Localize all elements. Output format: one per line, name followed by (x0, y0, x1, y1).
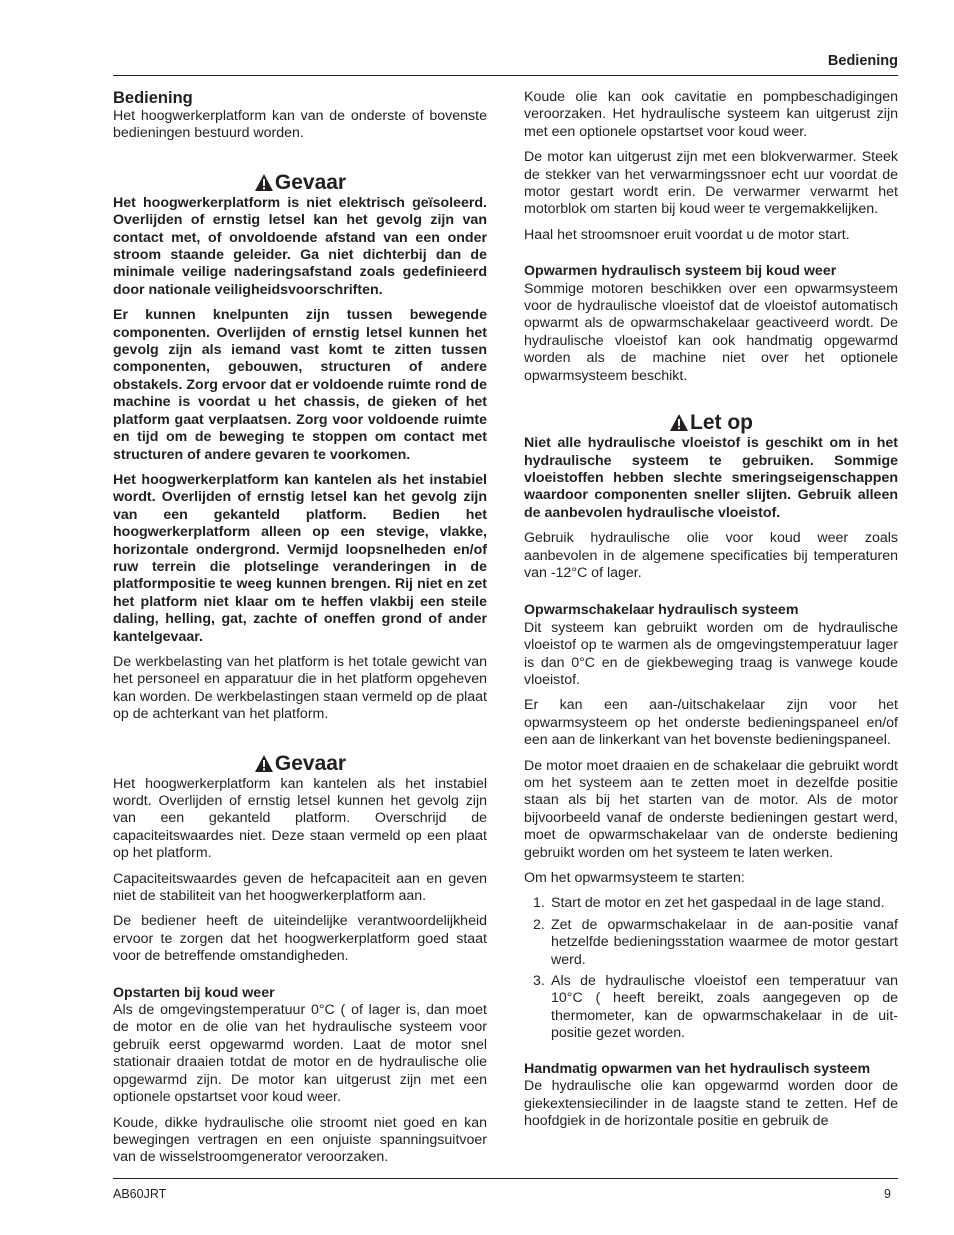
danger-heading-2 (113, 752, 487, 776)
running-header: Bediening (827, 53, 898, 69)
intro-paragraph: Het hoogwerkerplatform kan van de onderste of bovenste bedieningen bestuurd worden. (113, 108, 487, 142)
list-item: 2. Zet de opwarmschakelaar in de aan-positie vanaf hetzelfde bedieningsstation waarmee de motor gestart werd. (533, 916, 898, 968)
section-title: Bediening (113, 89, 193, 107)
footer-rule (113, 1178, 898, 1179)
hydraulic-warmup-paragraph: Sommige motoren beschikken over een opwarmsysteem voor de hydraulische vloeistof dat de vloeistof automatisch opwarmt als de opwarmschakelaar geactiveerd wordt. De hydraulische vloeistof kan ook handmatig opgewarmd worden als de machine niet over het optionele opwarmsysteem beschikt. (524, 280, 898, 384)
caution-paragraph: Niet alle hydraulische vloeistof is geschikt om in het hydraulische systeem te gebruiken. Sommige vloeistoffen hebben slechte smeringseigenschappen waardoor componenten sneller slijten. Gebruik alleen de aanbevolen hydraulische vloeistof. (524, 435, 898, 521)
warmup-switch-paragraph-1: Dit systeem kan gebruikt worden om de hydraulische vloeistof op te warmen als de omgevingstemperatuur lager is dan 0°C en de giekbeweging traag is vanwege koude vloeistof. (524, 619, 898, 688)
warning-triangle-icon (669, 413, 689, 432)
warmup-switch-heading: Opwarmschakelaar hydraulisch systeem (524, 602, 799, 619)
warning-triangle-icon (254, 754, 274, 773)
capacity-paragraph: Capaciteitswaardes geven de hefcapaciteit aan en geven niet de stabiliteit van het hoogwerkerplatform aan. (113, 870, 487, 905)
caution-title: Let op (690, 411, 753, 435)
block-heater-paragraph: De motor kan uitgerust zijn met een blokverwarmer. Steek de stekker van het verwarmingssnoer echt uur voordat de motor gestart wordt erin. De verwarmer verwarmt het motorblok om starten bij koud weer te vergemakkelijken. (524, 149, 898, 218)
cold-start-heading: Opstarten bij koud weer (113, 984, 275, 1001)
list-item: 1. Start de motor en zet het gaspedaal in de lage stand. (533, 895, 885, 912)
danger-1-paragraph-3: Het hoogwerkerplatform kan kantelen als het instabiel wordt. Overlijden of ernstig letsel kan het gevolg zijn van een gekanteld platform. Bedien het hoogwerkerplatform alleen op een stevige, vlakke, horizontale ondergrond. Vermijd loopsnelheden en/of ruw terrein die plotselinge veranderingen in de platformpositie te weeg kunnen brengen. Rij niet en zet het platform niet klaar om te heffen vlakbij een steile daling, helling, gat, zachte of oneffen grond of ander kantelgevaar. (113, 471, 487, 645)
danger-2-paragraph: Het hoogwerkerplatform kan kantelen als het instabiel wordt. Overlijden of ernstig letsel kunnen het gevolg zijn van een gekanteld platform. Overschrijd de capaciteitswaardes niet. Deze staan vermeld op een plaat op het platform. (113, 775, 487, 862)
operator-paragraph: De bediener heeft de uiteindelijke verantwoordelijkheid ervoor te zorgen dat het hoogwerkerplatform goed staat voor de betreffende omstandigheden. (113, 913, 487, 965)
danger-1-paragraph-1: Het hoogwerkerplatform is niet elektrisch geïsoleerd. Overlijden of ernstig letsel kan het gevolg zijn van contact met, of onvoldoende afstand van een onder stroom staande geleider. Ga niet dichterbij dan de minimale veilige naderingsafstand zoals gedefinieerd door nationale veiligheidsvoorschriften. (113, 194, 487, 298)
start-steps-list (524, 895, 898, 1042)
manual-warmup-heading: Handmatig opwarmen van het hydraulisch systeem (524, 1060, 871, 1077)
caution-heading (524, 411, 898, 435)
cold-start-paragraph-1: Als de omgevingstemperatuur 0°C ( of lager is, dan moet de motor en de olie van het hydraulische systeem voor gebruik eerst opgewarmd worden. Laat de motor snel stationair draaien totdat de motor en de hydraulische olie opgewarmd zijn. De motor kan uitgerust zijn met een optionele opstartset voor koud weer. (113, 1002, 487, 1106)
danger-title-1: Gevaar (274, 170, 347, 194)
danger-1-paragraph-2: Er kunnen knelpunten zijn tussen bewegende componenten. Overlijden of ernstig letsel kunnen het gevolg zijn als iemand vast komt te zitten tussen componenten, gebouwen, structuren of andere obstakels. Zorg ervoor dat er voldoende ruimte rond de machine is voordat u het chassis, de gieken of het platform gaat verplaatsen. Zorg voor voldoende ruimte en tijd om de beweging te stoppen om contact met structuren of andere gevaren te voorkomen. (113, 307, 487, 463)
danger-heading-1 (113, 171, 487, 195)
cold-oil-paragraph: Gebruik hydraulische olie voor koud weer zoals aanbevolen in de algemene specificaties bij temperaturen van -12°C of lager. (524, 530, 898, 581)
cold-start-paragraph-2: Koude, dikke hydraulische olie stroomt niet goed en kan bewegingen vertragen en een onjuiste spanningsuitvoer van de wisselstroomgenerator veroorzaken. (113, 1114, 487, 1166)
danger-title-2: Gevaar (274, 751, 347, 775)
unplug-paragraph: Haal het stroomsnoer eruit voordat u de motor start. (524, 226, 850, 243)
right-column (524, 89, 898, 1138)
manual-warmup-paragraph: De hydraulische olie kan opgewarmd worden door de giekextensiecilinder in de laagste stand te zetten. Hef de hoofdgiek in de horizontale positie en gebruik de (524, 1078, 898, 1129)
warning-triangle-icon (254, 173, 274, 192)
list-item: 3. Als de hydraulische vloeistof een temperatuur van 10°C ( heeft bereikt, zoals aangegeven op de thermometer, kan de opwarmschakelaar in de uit-positie gezet worden. (533, 973, 898, 1042)
footer-model: AB60JRT (113, 1187, 167, 1201)
warmup-switch-paragraph-2: Er kan een aan-/uitschakelaar zijn voor het opwarmsysteem op het onderste bedieningspaneel en/of een aan de linkerkant van het bovenste bedieningspaneel. (524, 697, 898, 749)
left-column (113, 88, 487, 1175)
warmup-switch-paragraph-3: De motor moet draaien en de schakelaar die gebruikt wordt om het systeem aan te zetten moet in dezelfde positie staan als bij het starten van de motor. Als de motor bijvoorbeeld vanaf de onderste bedieningen gestart werd, moet de opwarmschakelaar van de onderste bediening gebruikt worden om het systeem te laten werken. (524, 757, 898, 861)
header-rule (113, 75, 898, 76)
cavitation-paragraph: Koude olie kan ook cavitatie en pompbeschadigingen veroorzaken. Het hydraulische systeem kan uitgerust zijn met een optionele opstartset voor koud weer. (524, 89, 898, 140)
hydraulic-warmup-heading: Opwarmen hydraulisch systeem bij koud weer (524, 263, 837, 280)
page-number: 9 (884, 1187, 891, 1201)
start-intro-paragraph: Om het opwarmsysteem te starten: (524, 870, 745, 887)
workload-paragraph: De werkbelasting van het platform is het totale gewicht van het personeel en apparatuur die in het platform opgeheven kan worden. De werkbelastingen staan vermeld op de plaat op de achterkant van het platform. (113, 653, 487, 723)
